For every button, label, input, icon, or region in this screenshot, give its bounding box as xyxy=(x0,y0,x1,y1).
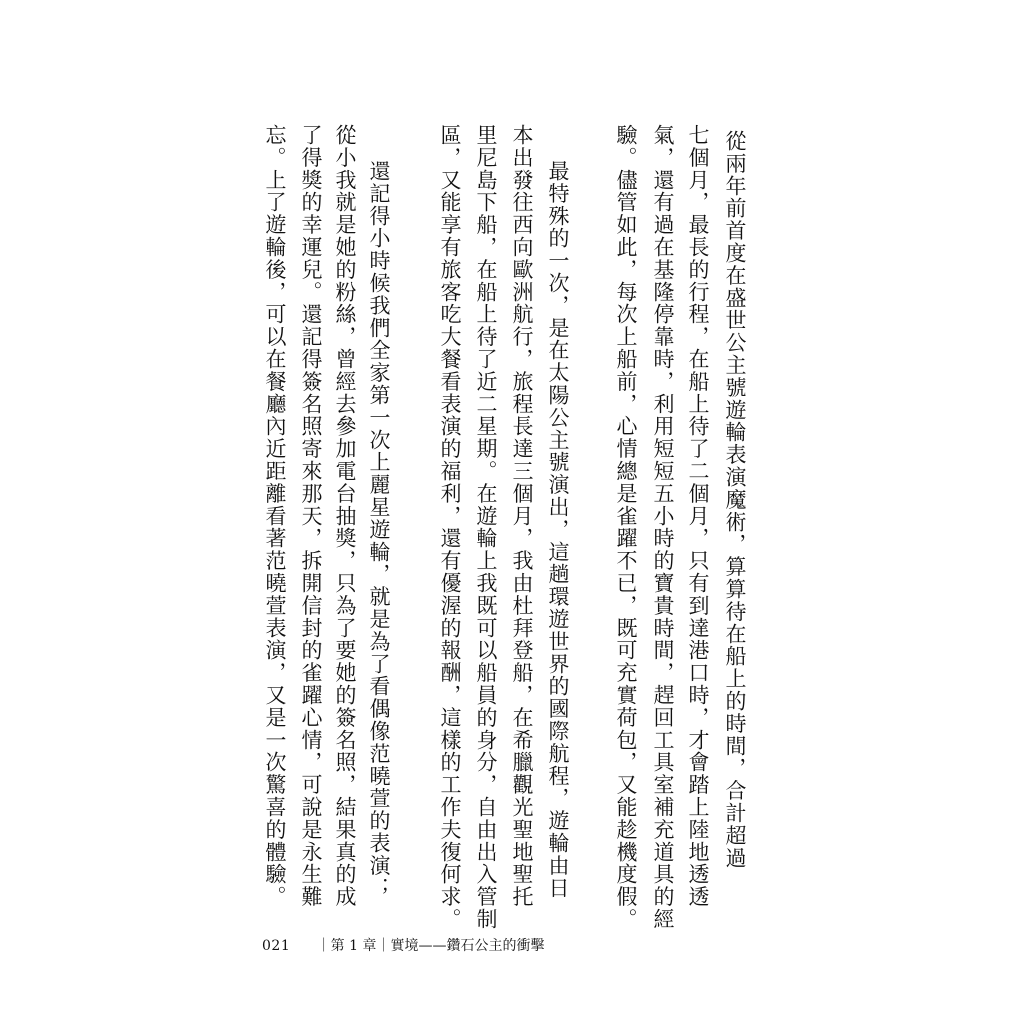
page-footer xyxy=(262,936,545,956)
text-column: 還記得小時候我們全家第一次上麗星遊輪，就是為了看偶像范曉萱的表演； xyxy=(367,160,391,900)
text-column: 從小我就是她的粉絲，曾經去參加電台抽獎，只為了要她的簽名照，結果真的成 xyxy=(333,124,357,908)
text-column: 最特殊的一次，是在太陽公主號演出，這趟環遊世界的國際航程，遊輪由日 xyxy=(546,160,570,900)
page-number: 021 xyxy=(262,938,291,954)
text-column: 本出發往西向歐洲航行，旅程長達三個月，我由杜拜登船，在希臘觀光聖地聖托 xyxy=(510,124,534,908)
chapter-title: ｜第 1 章｜實境——鑽石公主的衝擊 xyxy=(316,938,545,954)
text-column: 區，又能享有旅客吃大餐看表演的福利，還有優渥的報酬，這樣的工作夫復何求。 xyxy=(438,124,462,931)
text-column: 從兩年前首度在盛世公主號遊輪表演魔術，算算待在船上的時間，合計超過 xyxy=(723,130,747,870)
text-column: 了得獎的幸運兒。還記得簽名照寄來那天，拆開信封的雀躍心情，可說是永生難 xyxy=(299,124,323,908)
text-column: 忘。上了遊輪後，可以在餐廳內近距離看著范曉萱表演，又是一次驚喜的體驗。 xyxy=(263,124,287,908)
text-column: 驗。儘管如此，每次上船前，心情總是雀躍不已，既可充實荷包，又能趁機度假。 xyxy=(614,124,638,931)
text-column: 里尼島下船，在船上待了近二星期。在遊輪上我既可以船員的身分，自由出入管制 xyxy=(474,124,498,931)
text-column: 七個月，最長的行程，在船上待了二個月，只有到達港口時，才會踏上陸地透透 xyxy=(686,124,710,908)
text-column: 氣，還有過在基隆停靠時，利用短短五小時的寶貴時間，趕回工具室補充道具的經 xyxy=(651,124,675,931)
